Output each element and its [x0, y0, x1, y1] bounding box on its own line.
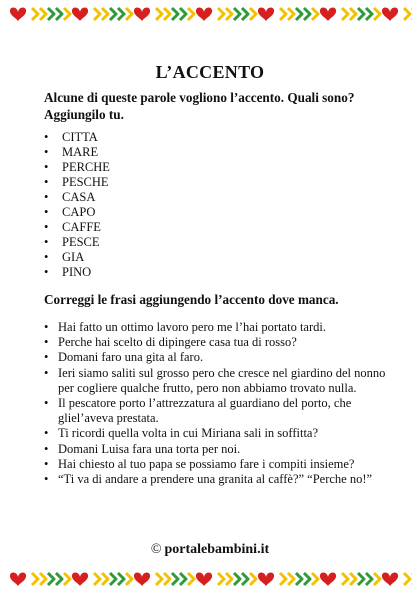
heart-icon [134, 573, 150, 587]
word-item: • CITTA [44, 130, 110, 145]
copyright-symbol: © [150, 542, 162, 557]
arrow-icon [226, 573, 232, 585]
arrow-icon [94, 8, 100, 20]
word-item: • CAPO [44, 205, 110, 220]
arrow-icon [172, 8, 178, 20]
arrow-icon [118, 8, 124, 20]
word-item: • GIA [44, 250, 110, 265]
arrow-icon [288, 573, 294, 585]
arrow-icon [280, 573, 286, 585]
arrow-icon [250, 573, 256, 585]
arrow-icon [126, 573, 132, 585]
heart-icon [382, 8, 398, 22]
decorative-border-top [8, 3, 412, 25]
arrow-icon [358, 573, 364, 585]
arrow-icon [288, 8, 294, 20]
arrow-icon [366, 573, 372, 585]
heart-icon [258, 573, 274, 587]
arrow-icon [234, 8, 240, 20]
arrow-icon [188, 8, 194, 20]
heart-icon [72, 8, 88, 22]
heart-icon [10, 573, 26, 587]
word-item: • CAFFE [44, 220, 110, 235]
arrow-icon [250, 8, 256, 20]
arrow-icon [304, 8, 310, 20]
arrow-icon [56, 573, 62, 585]
heart-icon [134, 8, 150, 22]
sentence-item: • Hai fatto un ottimo lavoro pero me l’hai portato tardi. [44, 320, 396, 335]
heart-icon [320, 573, 336, 587]
arrow-icon [358, 8, 364, 20]
arrow-icon [350, 573, 356, 585]
arrow-icon [180, 8, 186, 20]
arrow-icon [234, 573, 240, 585]
word-item: • PINO [44, 265, 110, 280]
arrow-icon [312, 573, 318, 585]
instruction-2: Correggi le frasi aggiungendo l’accento dove manca. [44, 292, 339, 307]
arrow-icon [118, 573, 124, 585]
arrow-icon [404, 8, 410, 20]
heart-icon [72, 573, 88, 587]
sentence-item: • Domani Luisa fara una torta per noi. [44, 442, 396, 457]
arrow-icon [172, 573, 178, 585]
word-item: • PESCHE [44, 175, 110, 190]
arrow-icon [242, 573, 248, 585]
heart-icon [382, 573, 398, 587]
sentence-item: • “Ti va di andare a prendere una granita al caffè?” “Perche no!” [44, 472, 396, 487]
arrow-icon [188, 573, 194, 585]
arrow-icon [404, 573, 410, 585]
heart-icon [320, 8, 336, 22]
heart-icon [196, 573, 212, 587]
arrow-icon [342, 8, 348, 20]
arrow-icon [312, 8, 318, 20]
arrow-icon [218, 8, 224, 20]
arrow-icon [48, 573, 54, 585]
sentence-item: • Il pescatore porto l’attrezzatura al guardiano del porto, che gliel’aveva prestata. [44, 396, 396, 426]
word-list [44, 130, 110, 280]
arrow-icon [110, 573, 116, 585]
word-item: • CASA [44, 190, 110, 205]
word-item: • PESCE [44, 235, 110, 250]
arrow-icon [218, 573, 224, 585]
arrow-icon [350, 8, 356, 20]
sentence-item: • Hai chiesto al tuo papa se possiamo fare i compiti insieme? [44, 457, 396, 472]
arrow-icon [156, 573, 162, 585]
arrow-icon [102, 573, 108, 585]
decorative-border-bottom [8, 568, 412, 590]
arrow-icon [64, 573, 70, 585]
footer-credit [0, 542, 420, 558]
arrow-icon [304, 573, 310, 585]
arrow-icon [296, 573, 302, 585]
sentence-list [44, 320, 396, 487]
instruction-1: Alcune di queste parole vogliono l’accento. Quali sono? Aggiungilo tu. [44, 90, 355, 122]
heart-icon [196, 8, 212, 22]
arrow-icon [40, 8, 46, 20]
word-item: • PERCHE [44, 160, 110, 175]
arrow-icon [156, 8, 162, 20]
arrow-icon [102, 8, 108, 20]
arrow-icon [56, 8, 62, 20]
arrow-icon [94, 573, 100, 585]
arrow-icon [226, 8, 232, 20]
heart-icon [10, 8, 26, 22]
arrow-icon [40, 573, 46, 585]
arrow-icon [374, 573, 380, 585]
arrow-icon [32, 573, 38, 585]
sentence-item: • Ieri siamo saliti sul grosso pero che cresce nel giardino del nonno per cogliere qualche frutto, pero non abbiamo trovato nulla. [44, 366, 396, 396]
arrow-icon [164, 8, 170, 20]
heart-icon [258, 8, 274, 22]
arrow-icon [126, 8, 132, 20]
page-title: L’ACCENTO [155, 62, 265, 83]
word-item: • MARE [44, 145, 110, 160]
sentence-item: • Perche hai scelto di dipingere casa tua di rosso? [44, 335, 396, 350]
arrow-icon [296, 8, 302, 20]
sentence-item: • Domani faro una gita al faro. [44, 350, 396, 365]
arrow-icon [110, 8, 116, 20]
arrow-icon [242, 8, 248, 20]
arrow-icon [280, 8, 286, 20]
arrow-icon [64, 8, 70, 20]
arrow-icon [180, 573, 186, 585]
arrow-icon [374, 8, 380, 20]
border-pattern [8, 568, 412, 590]
border-pattern [8, 3, 412, 25]
arrow-icon [366, 8, 372, 20]
sentence-item: • Ti ricordi quella volta in cui Miriana sali in soffitta? [44, 426, 396, 441]
arrow-icon [342, 573, 348, 585]
arrow-icon [32, 8, 38, 20]
arrow-icon [48, 8, 54, 20]
arrow-icon [164, 573, 170, 585]
site-name: portalebambini.it [164, 542, 270, 557]
